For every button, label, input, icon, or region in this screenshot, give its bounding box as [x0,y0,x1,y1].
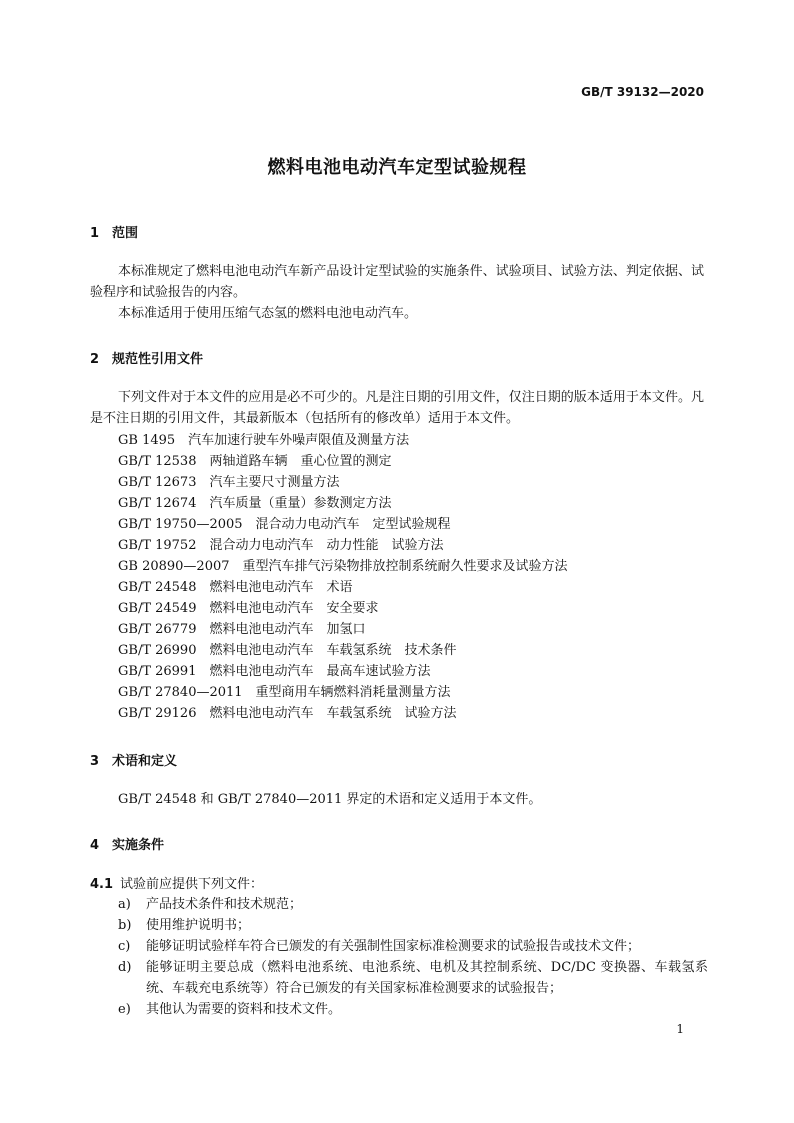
list-marker: d) [118,960,132,975]
list-item [118,915,708,936]
reference-item: GB/T 26990 燃料电池电动汽车 车载氢系统 技术条件 [118,643,457,658]
list-item [118,894,708,915]
terms-paragraph: GB/T 24548 和 GB/T 27840—2011 界定的术语和定义适用于本文件。 [118,792,542,807]
section-number: 1 [90,226,100,241]
standard-number: GB/T 39132—2020 [581,85,704,99]
reference-item: GB/T 26779 燃料电池电动汽车 加氢口 [118,622,366,637]
clause-4-1 [90,873,263,892]
list-item-text: 产品技术条件和技术规范； [146,897,303,912]
list-marker: e) [118,1002,131,1017]
section-number: 4 [90,838,100,853]
reference-item: GB 20890—2007 重型汽车排气污染物排放控制系统耐久性要求及试验方法 [118,559,568,574]
list-marker: c) [118,939,131,954]
reference-item: GB/T 26991 燃料电池电动汽车 最高车速试验方法 [118,664,431,679]
list-item [118,957,708,999]
section-heading-2 [90,348,203,367]
list-item-text: 能够证明试验样车符合已颁发的有关强制性国家标准检测要求的试验报告或技术文件； [146,939,641,954]
section-heading-3 [90,750,177,769]
page-number: 1 [676,1022,684,1036]
clause-number: 4.1 [90,877,114,892]
required-documents-list [118,894,708,1020]
reference-item: GB/T 12538 两轴道路车辆 重心位置的测定 [118,454,392,469]
list-marker: b) [118,918,132,933]
section-number: 2 [90,352,100,367]
section-heading-1 [90,222,138,241]
references-intro: 下列文件对于本文件的应用是必不可少的。凡是注日期的引用文件，仅注日期的版本适用于本文件。凡是不注日期的引用文件，其最新版本（包括所有的修改单）适用于本文件。 [90,390,704,426]
list-item [118,999,708,1020]
list-item-text: 使用维护说明书； [146,918,251,933]
list-item-text: 其他认为需要的资料和技术文件。 [146,1002,342,1017]
section-title: 范围 [112,226,139,241]
document-title: 燃料电池电动汽车定型试验规程 [267,157,527,178]
reference-list [118,430,568,724]
reference-item: GB/T 12673 汽车主要尺寸测量方法 [118,475,340,490]
reference-item: GB/T 19750—2005 混合动力电动汽车 定型试验规程 [118,517,451,532]
reference-item: GB/T 29126 燃料电池电动汽车 车载氢系统 试验方法 [118,706,457,721]
reference-item: GB/T 12674 汽车质量（重量）参数测定方法 [118,496,392,511]
section-heading-4 [90,834,164,853]
reference-item: GB/T 24548 燃料电池电动汽车 术语 [118,580,353,595]
reference-item: GB/T 27840—2011 重型商用车辆燃料消耗量测量方法 [118,685,451,700]
list-item-text: 能够证明主要总成（燃料电池系统、电池系统、电机及其控制系统、DC/DC 变换器、车载氢系统、车载充电系统等）符合已颁发的有关国家标准检测要求的试验报告； [146,960,708,996]
list-item [118,936,708,957]
reference-item: GB/T 24549 燃料电池电动汽车 安全要求 [118,601,379,616]
list-marker: a) [118,897,131,912]
section-title: 实施条件 [112,838,165,853]
clause-text: 试验前应提供下列文件： [120,877,264,892]
reference-item: GB 1495 汽车加速行驶车外噪声限值及测量方法 [118,433,410,448]
section-title: 规范性引用文件 [112,352,204,367]
section-number: 3 [90,754,100,769]
section-title: 术语和定义 [112,754,178,769]
reference-item: GB/T 19752 混合动力电动汽车 动力性能 试验方法 [118,538,444,553]
scope-paragraph-1: 本标准规定了燃料电池电动汽车新产品设计定型试验的实施条件、试验项目、试验方法、判定依据、试验程序和试验报告的内容。 [90,264,704,300]
scope-paragraph-2: 本标准适用于使用压缩气态氢的燃料电池电动汽车。 [118,306,418,321]
